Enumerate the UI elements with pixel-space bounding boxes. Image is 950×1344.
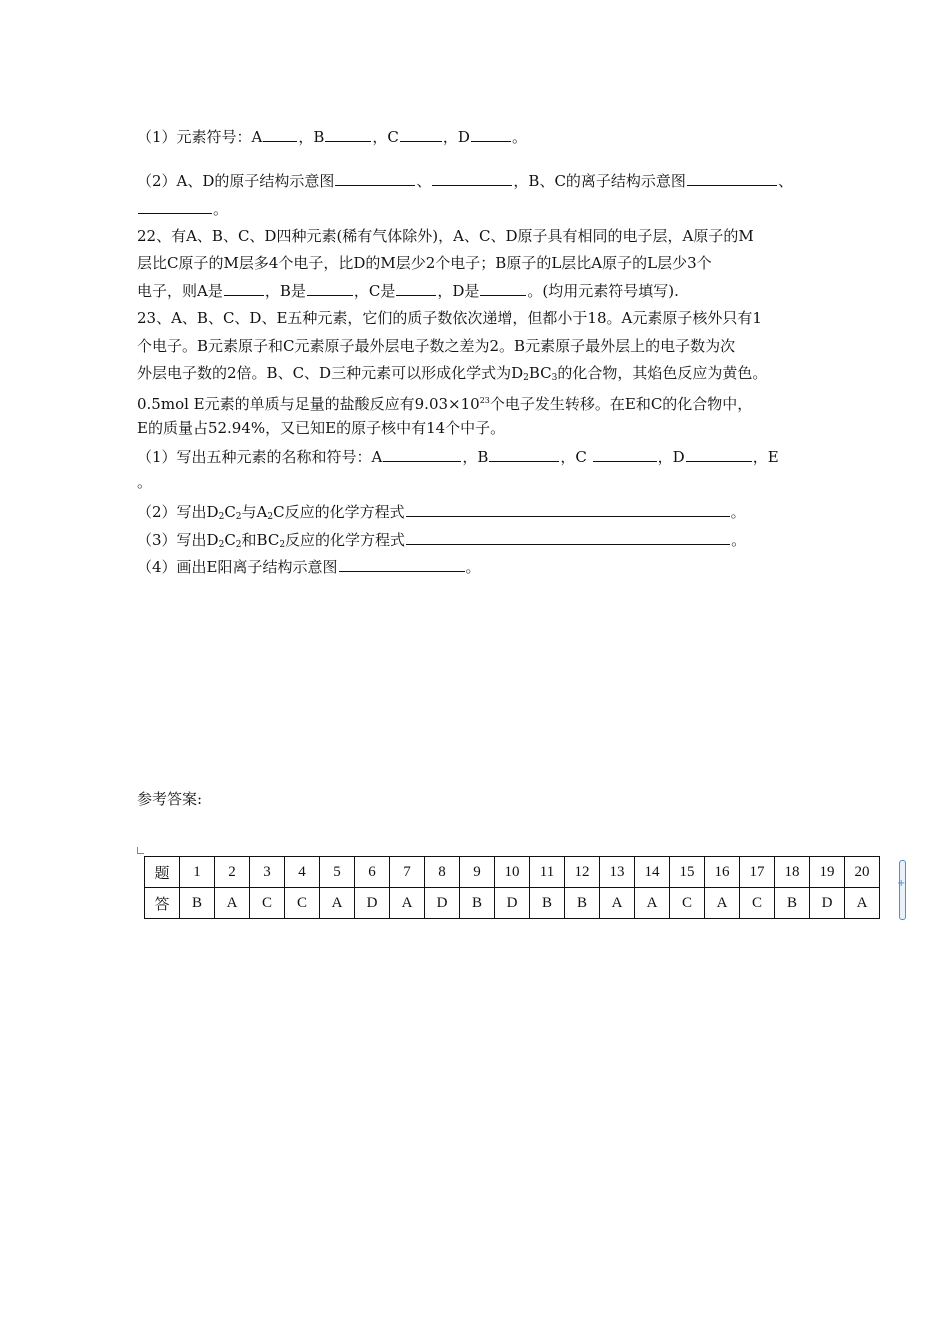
q22-line3-b: ，B是 [264,282,306,300]
blank-c[interactable] [400,126,442,142]
question-number: 11 [530,857,565,888]
blank-a-diagram[interactable] [335,170,415,186]
row-label-question: 题 [145,857,180,888]
q23-part2-m1: C [224,503,236,521]
answer-letter: D [495,888,530,919]
answer-letter: B [565,888,600,919]
q22-line3 [137,280,679,301]
answer-letter: A [705,888,740,919]
row-label-answer: 答 [145,888,180,919]
q21-part2-prefix: （2）A、D的原子结构示意图 [137,172,335,190]
q23-part1 [137,446,779,467]
blank-c-ion-diagram[interactable] [138,198,212,214]
q21-part1-end: 。 [511,128,527,146]
question-number: 17 [740,857,775,888]
q21-part2-cont [137,198,228,219]
answers-heading: 参考答案: [137,790,203,808]
q23-part2-s1: 2 [218,512,225,522]
q23-part2-s3: 2 [267,512,274,522]
q23-part3-s2: 2 [235,540,242,550]
answer-table [144,856,880,919]
question-number: 10 [495,857,530,888]
q21-part2 [137,170,793,191]
question-number: 18 [775,857,810,888]
question-number: 2 [215,857,250,888]
question-number: 7 [390,857,425,888]
blank-b-ion-diagram[interactable] [687,170,777,186]
answer-letter: A [635,888,670,919]
blank-d[interactable] [471,126,511,142]
q23-part1-prefix: （1）写出五种元素的名称和符号：A [137,448,383,466]
blank-q23-ion-diagram[interactable] [339,556,465,572]
answer-letter: C [740,888,775,919]
q23-line3-sub1: 2 [523,373,529,383]
q23-part2-end: 。 [730,503,746,521]
q23-part1-b: ，B [462,448,489,466]
q23-part3 [137,529,746,555]
q23-line4-b: 个电子发生转移。在E和C的化合物中， [489,395,753,413]
question-number: 14 [635,857,670,888]
q23-line3-b: BC [528,364,552,382]
q23-line3-a: 外层电子数的2倍。B、C、D三种元素可以形成化学式为D [137,364,524,382]
answer-letter: A [845,888,880,919]
q22-line1: 22、有A、B、C、D四种元素(稀有气体除外)，A、C、D原子具有相同的电子层，A原子的M [137,227,754,245]
blank-d-diagram[interactable] [432,170,512,186]
q23-line3 [137,363,767,388]
q23-part2-m2: 与A [241,503,268,521]
blank-q23-b[interactable] [489,446,559,462]
q23-line3-sub2: 3 [551,373,558,383]
question-number: 13 [600,857,635,888]
add-column-icon[interactable]: + [897,878,906,889]
answer-letter: A [215,888,250,919]
blank-a[interactable] [263,126,297,142]
question-number: 16 [705,857,740,888]
question-number: 1 [180,857,215,888]
question-number: 4 [285,857,320,888]
answer-letter: D [810,888,845,919]
q21-part2-sep2: 、 [777,172,793,190]
q23-part2-s2: 2 [235,512,242,522]
q23-part1-d: ，D [657,448,685,466]
question-number: 8 [425,857,460,888]
q23-part2-prefix: （2）写出D [137,503,219,521]
blank-b[interactable] [325,126,371,142]
q21-part1 [137,126,527,147]
q23-part3-end: 。 [731,531,747,549]
question-number: 9 [460,857,495,888]
question-number: 3 [250,857,285,888]
q23-part1-e: ，E [752,448,779,466]
question-number: 19 [810,857,845,888]
question-number: 5 [320,857,355,888]
answer-letter: C [285,888,320,919]
blank-q23-a[interactable] [383,446,461,462]
blank-q22-a[interactable] [224,280,264,296]
q23-part2 [137,501,746,527]
q23-part3-prefix: （3）写出D [137,531,219,549]
q23-part4 [137,556,481,577]
answer-letter: D [425,888,460,919]
blank-q23-equation1[interactable] [406,501,730,517]
question-number: 6 [355,857,390,888]
q22-line3-d: ，D是 [437,282,480,300]
answer-letter: B [530,888,565,919]
answer-letter: C [670,888,705,919]
q23-part3-m1: C [224,531,236,549]
answer-letter: A [600,888,635,919]
blank-q23-equation2[interactable] [406,529,730,545]
table-anchor-icon[interactable] [137,847,144,854]
question-number-row [145,857,880,888]
answer-letter: D [355,888,390,919]
q21-part2-end: 。 [213,200,229,218]
q23-part2-m3: C反应的化学方程式 [273,503,405,521]
q23-part3-m2: 和BC [241,531,280,549]
q23-line3-c: 的化合物，其焰色反应为黄色。 [557,364,768,382]
q22-line3-c: ，C是 [353,282,396,300]
q23-line1: 23、A、B、C、D、E五种元素，它们的质子数依次递增，但都小于18。A元素原子核外只有1 [137,309,762,327]
q21-part2-mid: ，B、C的离子结构示意图 [513,172,686,190]
q23-line4 [137,391,752,414]
q23-line2: 个电子。B元素原子和C元素原子最外层电子数之差为2。B元素原子最外层上的电子数为次 [137,337,736,355]
q23-part4-end: 。 [465,558,481,576]
q23-line4-sup: 23 [479,396,490,405]
q21-part2-sep1: 、 [416,172,432,190]
q21-part1-prefix: （1）元素符号：A [137,128,263,146]
question-number: 12 [565,857,600,888]
q22-line2: 层比C原子的M层多4个电子，比D的M层少2个电子；B原子的L层比A原子的L层少3个 [137,254,712,272]
q23-part3-s1: 2 [218,540,225,550]
q23-line5: E的质量占52.94%，又已知E的原子核中有14个中子。 [137,419,506,437]
question-number: 20 [845,857,880,888]
blank-q23-d[interactable] [686,446,752,462]
blank-q22-d[interactable] [480,280,526,296]
blank-q22-b[interactable] [307,280,353,296]
question-number: 15 [670,857,705,888]
answer-letter: B [460,888,495,919]
blank-q22-c[interactable] [396,280,436,296]
q21-part1-b: ，B [298,128,325,146]
q23-part4-prefix: （4）画出E阳离子结构示意图 [137,558,338,576]
answer-letter-row [145,888,880,919]
answer-letter: B [775,888,810,919]
q23-part3-m3: 反应的化学方程式 [285,531,406,549]
q22-line3-prefix: 电子，则A是 [137,282,223,300]
answer-letter: B [180,888,215,919]
q21-part1-c: ，C [372,128,399,146]
q23-part3-s3: 2 [279,540,286,550]
table-resize-handle[interactable] [899,860,906,920]
q22-line3-end: 。(均用元素符号填写). [527,282,679,300]
answer-letter: C [250,888,285,919]
q23-part1-end: 。 [137,473,153,491]
q21-part1-d: ，D [442,128,470,146]
answer-letter: A [320,888,355,919]
q23-part1-c: ，C [560,448,592,466]
answer-letter: A [390,888,425,919]
blank-q23-c[interactable] [593,446,657,462]
q23-line4-a: 0.5mol E元素的单质与足量的盐酸反应有9.03×10 [137,395,480,413]
